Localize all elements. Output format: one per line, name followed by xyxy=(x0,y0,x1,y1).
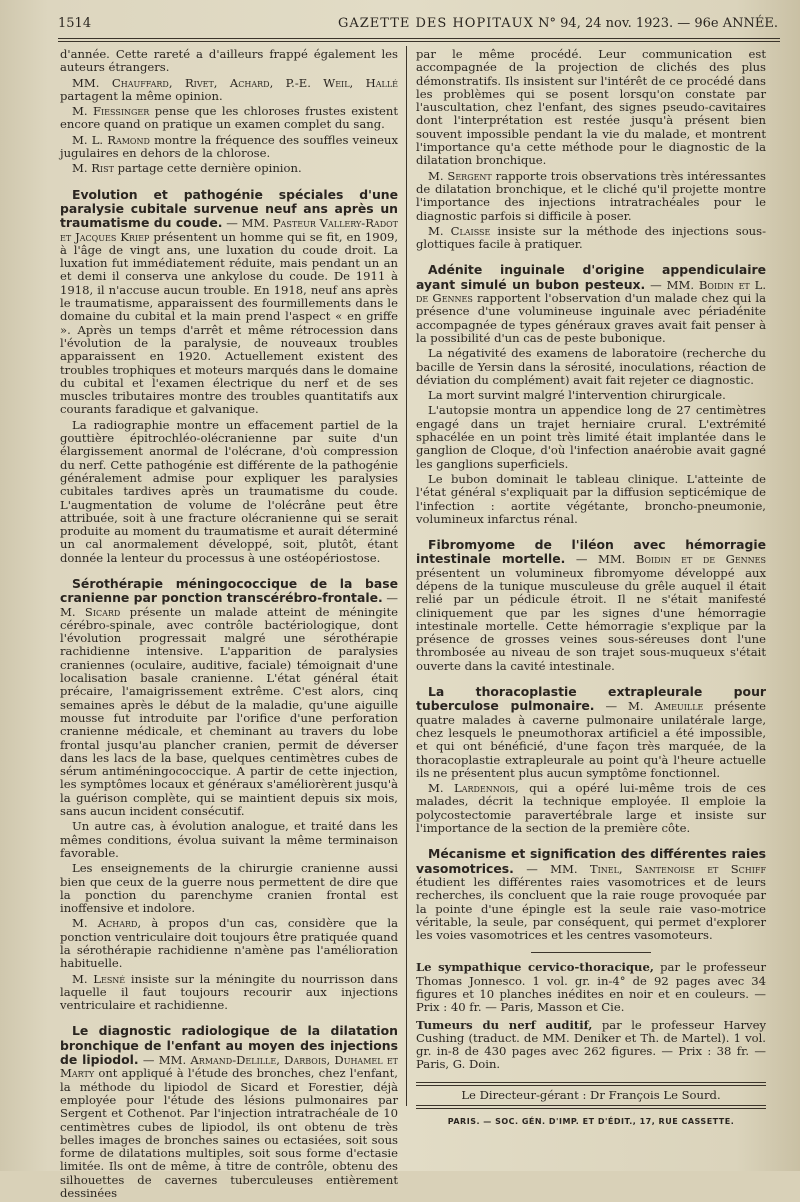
paragraph-text: montre la fréquence des souffles veineux jugulaires en dehors de la chlorose. xyxy=(60,132,399,161)
author-names: M. Lesné xyxy=(72,971,126,986)
paragraph xyxy=(416,782,766,835)
paragraph: Les enseignements de la chirurgie cranienne aussi bien que ceux de la guerre nous permettent de dire que la ponction du parenchyme cranien frontal est inoffensive et indolore. xyxy=(60,861,398,916)
author-names: M. Fiessinger xyxy=(72,104,150,119)
column-divider xyxy=(406,46,407,1106)
paragraph xyxy=(60,162,398,175)
author-names: M. L. Ramond xyxy=(72,132,150,147)
paragraph-text: partagent la même opinion. xyxy=(60,88,223,103)
article-section xyxy=(60,577,398,818)
article-section xyxy=(416,685,766,780)
article-section xyxy=(60,1024,398,1200)
paragraph-text: présente quatre malades à caverne pulmonaire unilatérale large, chez lesquels le pneumothorax artificiel a été impossible, et qui ont bénéficié, d'une façon très marquée, de la thoracoplastie extrapleurale au point qu'à l'heure actuelle ils ne présentent plus aucun symptôme fonctionnel. xyxy=(416,699,766,780)
left-column xyxy=(60,48,398,1202)
paragraph: L'autopsie montra un appendice long de 27 centimètres engagé dans un trajet herniaire crural. L'extrémité sphacélée en un point très limité était implantée dans le ganglion de Cloque, d'où l'infection anaérobie avait gagné les ganglions superficiels. xyxy=(416,403,766,471)
right-column xyxy=(416,48,766,1128)
section-heading: La thoracoplastie extrapleurale pour tuberculose pulmonaire. xyxy=(416,684,766,714)
paragraph xyxy=(60,134,398,161)
paragraph-text: rapportent l'observation d'un malade chez qui la présence d'une volumineuse inguinale avec périadénite accompagnée de types généraux graves avait fait penser à la possibilité d'un cas de peste bubonique. xyxy=(416,291,766,345)
paragraph-text: qui a opéré lui-même trois de ces malades, décrit la technique employée. Il emploie la polycostectomie paravertébrale large et insiste sur l'importance de la section de la première côte. xyxy=(416,781,766,836)
article-section xyxy=(60,188,398,417)
book-details: par le professeur Harvey Cushing (traduct. de MM. Deniker et Th. de Martel). 1 vol. gr. in-8 de 430 pages avec 262 figures. — Prix : 38 fr. — Paris, G. Doin. xyxy=(416,1017,766,1072)
page-number: 1514 xyxy=(58,16,92,31)
author-names: M. Achard, xyxy=(72,916,142,931)
section-heading: Evolution et pathogénie spéciales d'une paralysie cubitale survenue neuf ans après un traumatisme du coude. xyxy=(60,186,398,231)
paragraph-text: insiste sur la méningite du nourrisson dans laquelle il faut toujours recourir aux injections ventriculaire et rachidienne. xyxy=(60,971,398,1013)
paragraph xyxy=(416,170,766,223)
paragraph: La négativité des examens de laboratoire (recherche du bacille de Yersin dans la sérosité, inoculations, réaction de déviation du complément) avait fait rejeter ce diagnostic. xyxy=(416,346,766,387)
section-heading: Adénite inguinale d'origine appendiculaire ayant simulé un bubon pesteux. xyxy=(416,262,766,292)
article-section xyxy=(416,263,766,345)
author-names: M. Sergent xyxy=(428,168,492,183)
paragraph: d'année. Cette rareté a d'ailleurs frappé également les auteurs étrangers. xyxy=(60,47,398,75)
page-header xyxy=(58,12,778,40)
section-separator xyxy=(531,952,651,953)
author-names: — M. Sicard xyxy=(60,591,399,619)
author-names: — MM. Boidin et L. de Gennes xyxy=(416,277,767,306)
book-details: par le professeur Thomas Jonnesco. 1 vol. gr. in-4° de 92 pages avec 34 figures et 10 planches inédites en noir et en couleurs. — Prix : 40 fr. — Paris, Masson et Cie. xyxy=(416,960,766,1015)
paragraph: par le même procédé. Leur communication est accompagnée de la projection de clichés des plus démonstratifs. Ils insistent sur l'intérêt de ce procédé dans les problèmes qui se posent lorsqu'on constate par l'auscultation, chez l'enfant, des signes pseudo-cavitaires dont l'interprétation est restée jusqu'à présent bien souvent impossible pendant la vie du malade, et montrent l'importance qu'a cette méthode pour le diagnostic de la dilatation bronchique. xyxy=(416,47,766,168)
footer-rule xyxy=(416,1105,766,1109)
book-title: Le sympathique cervico-thoracique, xyxy=(416,960,654,975)
paragraph: La mort survint malgré l'intervention chirurgicale. xyxy=(428,388,726,403)
paragraph-text: insiste sur la méthode des injections sous-glottiques facile à pratiquer. xyxy=(416,223,767,252)
paragraph xyxy=(60,77,398,104)
paragraph xyxy=(416,225,766,252)
journal-title: GAZETTE DES HOPITAUX xyxy=(338,16,534,31)
author-names: M. Claisse xyxy=(428,223,491,238)
paragraph-text: pense que les chloroses frustes existent encore quand on pratique un examen complet du sang. xyxy=(60,104,399,132)
author-names: M. Rist xyxy=(72,161,114,176)
header-rule-2 xyxy=(58,41,780,42)
paragraph-text: partage cette dernière opinion. xyxy=(117,161,302,176)
paragraph-text: présentent un volumineux fibromyome développé aux dépens de la tunique musculeuse du grêle auquel il était relié par un pédicule étroit. Il ne s'était manifesté cliniquement que par les signes d'une hémorragie intestinale mortelle. Cette hémorragie s'explique par la présence de grosses veines sous-séreuses dont l'une thrombosée au niveau de son trajet sous-muqueux s'était ouverte dans la cavité intestinale. xyxy=(416,565,766,673)
paragraph: Le bubon dominait le tableau clinique. L'atteinte de l'état général s'expliquait par la diffusion septicémique de l'infection : aortite végétante, broncho-pneumonie, volumineux infarctus rénal. xyxy=(416,471,766,526)
paragraph: Un autre cas, à évolution analogue, et traité dans les mêmes conditions, évolua suivant la même terminaison favorable. xyxy=(60,819,398,860)
section-heading: Le diagnostic radiologique de la dilatation bronchique de l'enfant au moyen des injections de lipiodol. xyxy=(60,1023,398,1068)
section-heading: Mécanisme et signification des différentes raies vasomotrices. xyxy=(416,846,766,876)
paragraph xyxy=(60,105,398,132)
paragraph-text: présente un malade atteint de méningite cérébro-spinale, avec contrôle bactériologique, dont l'évolution progressait malgré une sérothérapie rachidienne intensive. L'apparition de paralysies craniennes (oculaire, auditive, faciale) témoignait d'une localisation basale cranienne. L'état général était précaire, l'amaigrissement extrême. C'est alors, cinq semaines après le début de la maladie, qu'une aiguille mousse fut introduite par l'orifice d'une perforation cranienne médicale, et cheminant au travers du lobe frontal jusqu'au plancher cranien, permit de déverser dans les lacs de la base, quelques centimètres cubes de sérum antiméningococcique. A partir de cette injection, les symptômes locaux et généraux s'améliorèrent jusqu'à la guérison complète, qui se maintient depuis six mois, sans aucun incident consécutif. xyxy=(60,604,398,819)
paragraph-text: étudient les différentes raies vasomotrices et de leurs recherches, ils concluent que la raie rouge provoquée par la pointe d'une épingle est la seule raie vaso-motrice véritable, la seule, par conséquent, qui permet d'explorer les voies vasomotrices et les centres vasomoteurs. xyxy=(416,874,766,943)
author-names: — MM. Boidin et de Gennes xyxy=(575,552,766,567)
header-rule xyxy=(58,38,780,39)
author-names: — MM. Tinel, Santenoise et Schiff xyxy=(526,861,766,876)
author-names: M. Lardennois, xyxy=(428,781,519,796)
section-heading: Fibromyome de l'iléon avec hémorragie intestinale mortelle. xyxy=(416,537,766,567)
author-names: — MM. Pasteur Vallery-Radot et Jacques Kriep xyxy=(60,216,399,244)
book-title: Tumeurs du nerf auditif, xyxy=(416,1017,593,1032)
paragraph-text: à propos d'un cas, considère que la ponction ventriculaire doit toujours être pratiquée quand la sérothérapie rachidienne n'amène pas l'amélioration habituelle. xyxy=(60,916,398,971)
author-names: — M. Ameuille xyxy=(605,699,704,714)
paragraph: La radiographie montre un effacement partiel de la gouttière épitrochléo-olécranienne par suite d'un élargissement anormal de l'olécrane, d'où compression du nerf. Cette pathogénie est différente de la pathogénie généralement admise pour expliquer les paralysies cubitales tardives après un traumatisme du coude. L'augmentation de volume de l'olécrâne peut être attribuée, soit à une fracture olécranienne qui se serait produite au moment du traumatisme et aurait déterminé un cal anormalement développé, soit, plutôt, étant donnée la lenteur du processus à une ostéopériostose. xyxy=(60,417,398,565)
paragraph xyxy=(60,973,398,1013)
book-notice xyxy=(416,1019,766,1072)
article-section xyxy=(416,847,766,942)
section-heading: Sérothérapie méningococcique de la base cranienne par ponction transcérébro-frontale. xyxy=(60,575,398,606)
article-section xyxy=(416,538,766,673)
paragraph xyxy=(60,917,398,970)
book-notice xyxy=(416,961,766,1014)
author-names: MM. Chauffard, Rivet, Achard, P.-E. Weil, Hallé xyxy=(72,75,398,90)
author-names: — MM. Armand-Delille, Darbois, Duhamel et Marty xyxy=(60,1053,398,1081)
paragraph-text: présentent un homme qui se fit, en 1909, à l'âge de vingt ans, une luxation du coude droit. La luxation fut immédiatement réduite, mais pendant un an et demi il conserva une ankylose du coude. De 1911 à 1918, il n'accuse aucun trouble. En 1918, neuf ans après le traumatisme, apparaissent des fourmillements dans le domaine du cubital et la main prend l'aspect « en griffe ». Après un temps d'arrêt et même rétrocession dans l'évolution de la paralysie, de nouveaux troubles apparaissent en 1920. Actuellement existent des troubles trophiques et moteurs marqués dans le domaine du cubital et l'examen électrique du nerf et de ses muscles tributaires montre des troubles quantitatifs aux courants faradique et galvanique. xyxy=(60,229,399,417)
paragraph-text: ont appliqué à l'étude des bronches, chez l'enfant, la méthode du lipiodol de Sicard et Forestier, déjà employée pour l'étude des lésions pulmonaires par Sergent et Cothenot. Par l'injection intratrachéale de 10 centimètres cubes de lipiodol, ils ont obtenu de très belles images de bronches saines ou ectasiées, soit sous forme de dilatations multiples, soit sous forme d'ectasie limitée. Ils ont de même, à titre de contrôle, obtenu des silhouettes de cavernes tuberculeuses entièrement dessinées xyxy=(60,1066,398,1201)
paragraph-text: rapporte trois observations très intéressantes de dilatation bronchique, et le cliché qu'il projette montre l'importance des injections intratrachéales pour le diagnostic parfois si difficile à poser. xyxy=(416,168,766,223)
printer-line: PARIS. — SOC. GÉN. D'IMP. ET D'ÉDIT., 17, RUE CASSETTE. xyxy=(447,1117,735,1127)
director-line: Le Directeur-gérant : Dr François Le Sourd. xyxy=(461,1087,721,1102)
issue-info: N° 94, 24 nov. 1923. — 96e ANNÉE. xyxy=(538,16,778,31)
